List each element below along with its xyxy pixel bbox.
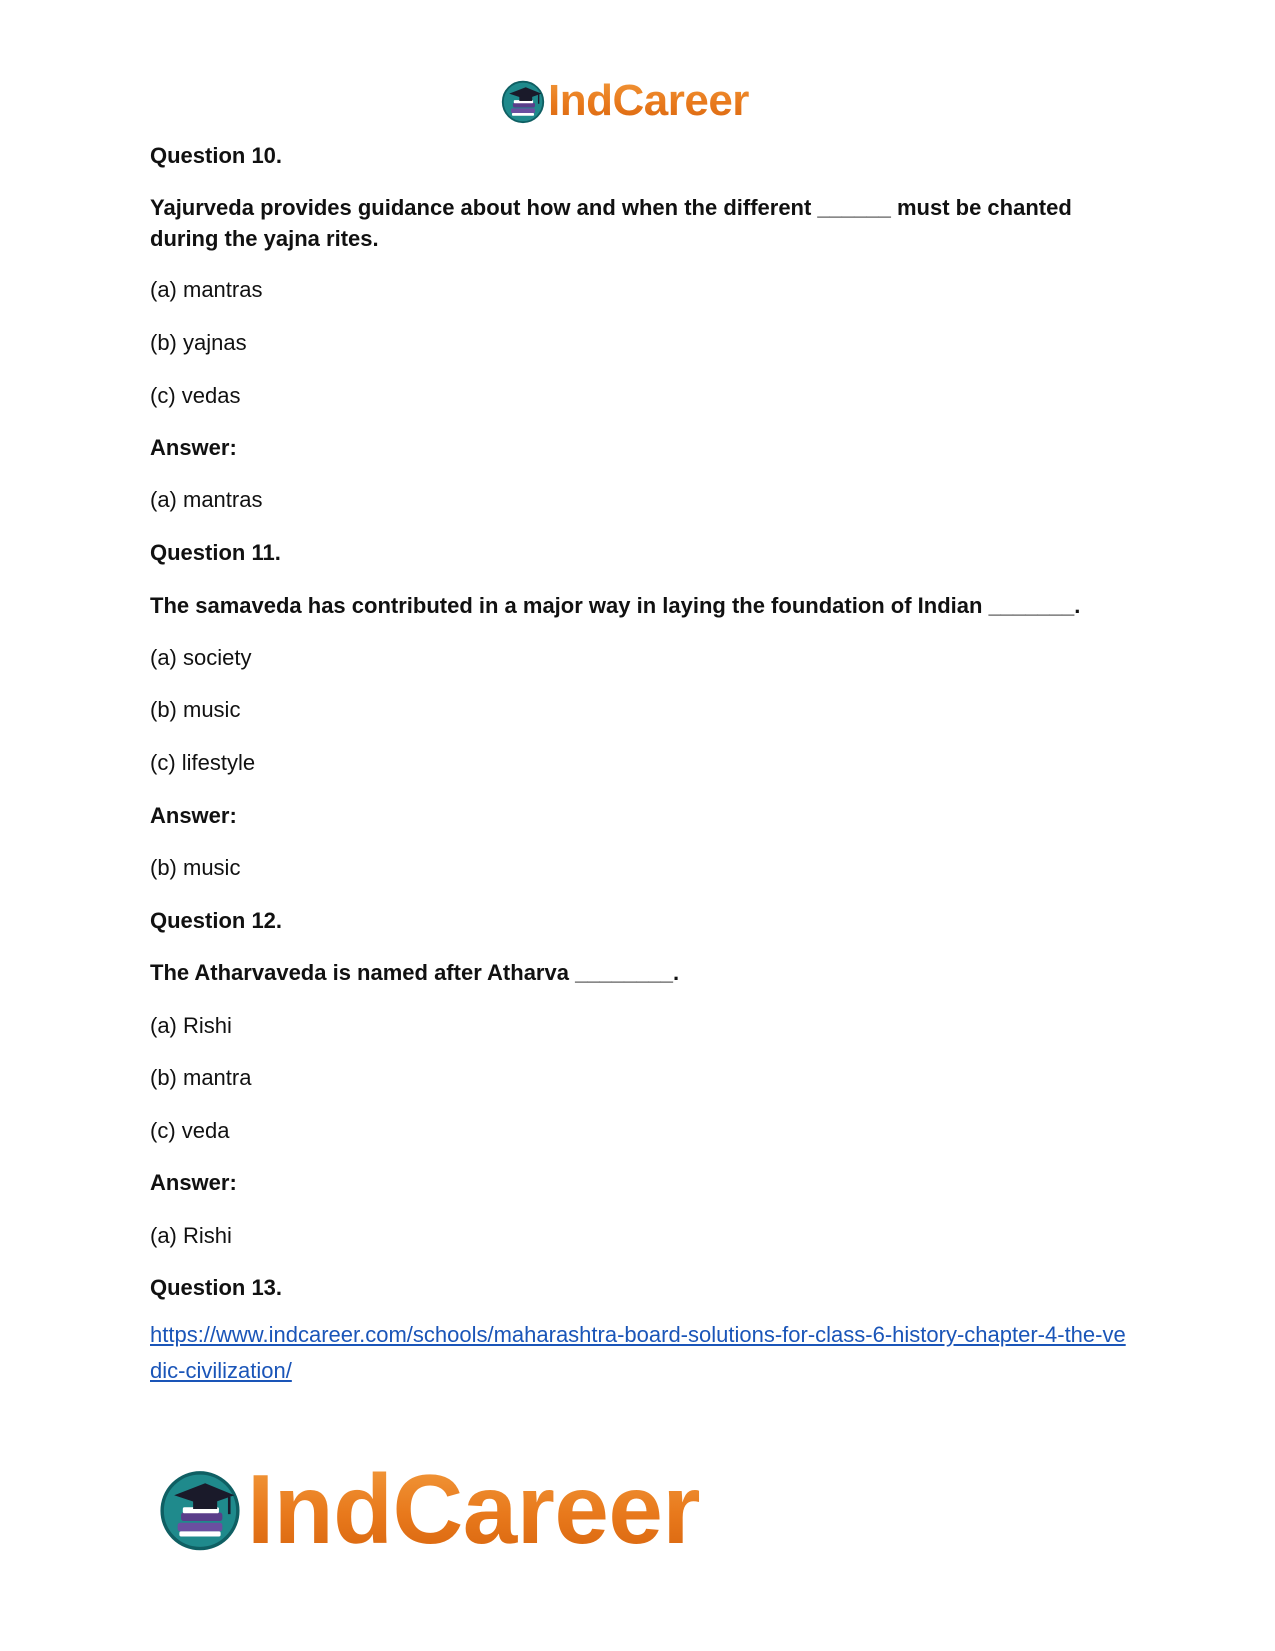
source-link[interactable]: https://www.indcareer.com/schools/maharashtra-board-solutions-for-class-6-history-chapter-4-the-vedic-civilization/ [150,1322,1126,1383]
graduation-cap-books-icon [157,1466,243,1552]
question-text: The Atharvaveda is named after Atharva ________. [150,960,680,985]
header-logo [500,76,749,126]
option: (c) lifestyle [150,750,256,775]
option: (c) vedas [150,383,241,408]
question-number: Question 10. [150,143,283,168]
answer-label: Answer: [150,1170,237,1195]
answer-value: (b) music [150,855,241,880]
logo-text: IndCareer [548,76,749,125]
option: (b) music [150,697,241,722]
answer-label: Answer: [150,435,237,460]
question-text: The samaveda has contributed in a major way in laying the foundation of Indian _______. [150,593,1081,618]
answer-value: (a) mantras [150,487,263,512]
option: (c) veda [150,1118,230,1143]
option: (a) society [150,645,252,670]
option: (b) mantra [150,1065,252,1090]
option: (b) yajnas [150,330,247,355]
option: (a) Rishi [150,1013,232,1038]
answer-value: (a) Rishi [150,1223,232,1248]
footer-logo [157,1454,701,1564]
option: (a) mantras [150,277,263,302]
question-number: Question 11. [150,540,281,565]
logo-text: IndCareer [247,1454,701,1564]
question-number: Question 13. [150,1275,283,1300]
question-text: Yajurveda provides guidance about how and when the different ______ must be chanted during the yajna rites. [150,195,1072,251]
question-number: Question 12. [150,908,283,933]
graduation-cap-books-icon [500,78,546,124]
answer-label: Answer: [150,803,237,828]
